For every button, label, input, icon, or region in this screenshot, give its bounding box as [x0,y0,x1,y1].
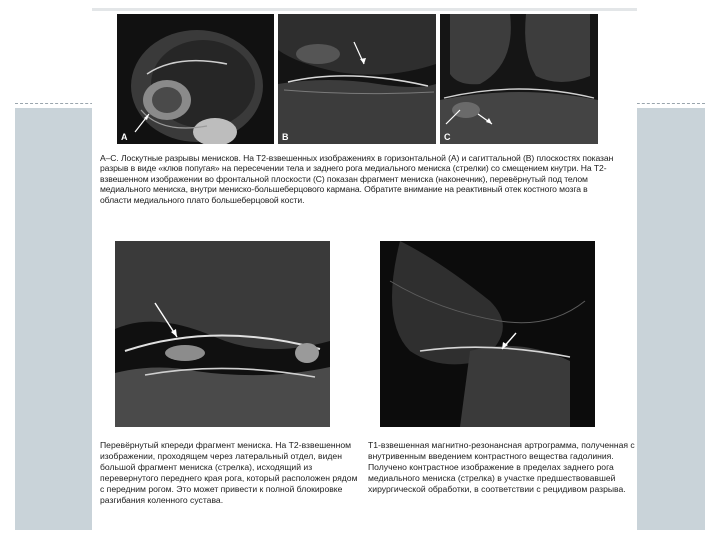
mri-panel-bottom-right [380,241,595,427]
panel-letter-b: B [282,132,289,142]
mri-image-c [440,14,598,144]
mri-panel-b [278,14,436,144]
caption-bottom-right: Т1-взвешенная магнитно-резонансная артрограмма, полученная с внутривенным введением контрастного вещества гадолиния. Получено контрастное изображение в пределах заднего рога медиального мениска (стрелка) в участке предшествовавшей хирургической обработки, в соответствии с рецидивом разрыва. [368,440,635,494]
caption-top: А–С. Лоскутные разрывы менисков. На Т2-взвешенных изображениях в горизонтальной (А) и сагиттальной (В) плоскостях показан разрыв в виде «клюв попугая» на пересечении тела и заднего рога медиального мениска (стрелки) со смещением кнутри. На Т2-взвешенном изображении во фронтальной плоскости (С) показан фрагмент мениска (наконечник), перевёрнутый под телом медиального мениска, внутри мениско-большеберцового кармана. Обратите внимание на реактивный отек костного мозга в области медиального плато большеберцовой кости. [100,153,614,205]
caption-bottom-left: Перевёрнутый кпереди фрагмент мениска. На Т2-взвешенном изображении, проходящем через латеральный отдел, виден большой фрагмент мениска (стрелка), исходящий из перевернутого переднего края рога, который расположен рядом с передним рогом. Это может привести к полной блокировке разгибания коленного сустава. [100,440,358,505]
mri-panel-c [440,14,598,144]
mri-image-a [117,14,274,144]
panel-letter-a: A [121,132,128,142]
mri-image-b [278,14,436,144]
mri-image-bottom-left [115,241,330,427]
panel-letter-c: C [444,132,451,142]
mri-panel-a [117,14,274,144]
mri-panel-bottom-left [115,241,330,427]
mri-image-bottom-right [380,241,595,427]
